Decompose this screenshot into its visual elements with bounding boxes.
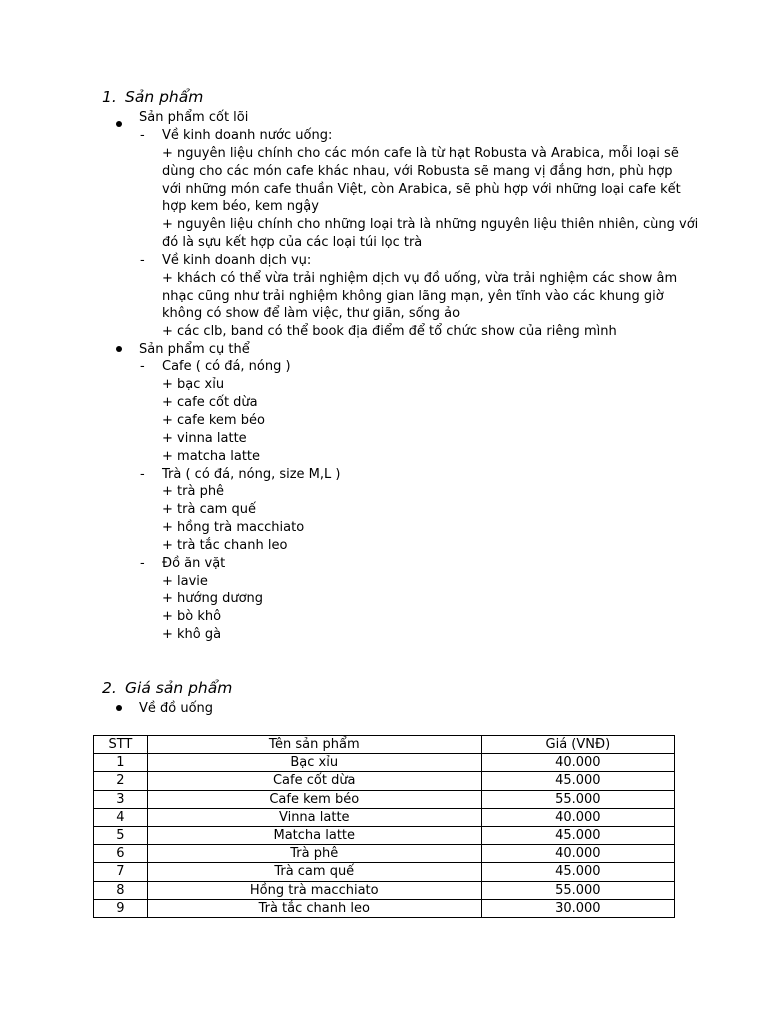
snacks-item: + bò khô [162, 609, 222, 624]
service-business-label: Về kinh doanh dịch vụ: [162, 253, 312, 268]
snacks-label: Đồ ăn vặt [162, 556, 226, 571]
cell-stt: 8 [94, 881, 148, 899]
cell-stt: 2 [94, 772, 148, 790]
table-row [94, 845, 675, 863]
cell-stt: 3 [94, 790, 148, 808]
cell-product-name: Bạc xỉu [147, 754, 481, 772]
core-products-label: Sản phẩm cốt lõi [139, 110, 249, 125]
cell-stt: 6 [94, 845, 148, 863]
coffee-item: + cafe cốt dừa [162, 395, 258, 410]
snacks-item: + lavie [162, 574, 208, 589]
price-table [93, 735, 675, 918]
drinks-business-line: đó là sựu kết hợp của các loại túi lọc trà [162, 235, 423, 250]
cell-product-name: Cafe kem béo [147, 790, 481, 808]
coffee-item: + bạc xỉu [162, 377, 225, 392]
cell-product-name: Vinna latte [147, 808, 481, 826]
section-2-heading [102, 679, 232, 697]
cell-product-name: Trà phê [147, 845, 481, 863]
drinks-business-line: + nguyên liệu chính cho những loại trà là những nguyên liệu thiên nhiên, cùng với [162, 217, 699, 232]
snacks-item: + hướng dương [162, 591, 264, 606]
header-product-name: Tên sản phẩm [147, 736, 481, 754]
table-header-row [94, 736, 675, 754]
section-2-title: Giá sản phẩm [125, 679, 233, 697]
table-row [94, 863, 675, 881]
coffee-item: + cafe kem béo [162, 413, 265, 428]
coffee-label: Cafe ( có đá, nóng ) [162, 359, 291, 374]
cell-product-name: Matcha latte [147, 826, 481, 844]
snacks-item: + khô gà [162, 627, 222, 642]
dash-icon: - [140, 128, 145, 143]
service-business-line: + các clb, band có thể book địa điểm để tổ chức show của riêng mình [162, 324, 617, 339]
specific-products-label: Sản phẩm cụ thể [139, 342, 250, 357]
service-business-line: + khách có thể vừa trải nghiệm dịch vụ đồ uống, vừa trải nghiệm các show âm [162, 271, 678, 286]
cell-price: 55.000 [481, 790, 674, 808]
dash-icon: - [140, 467, 145, 482]
cell-product-name: Trà tắc chanh leo [147, 899, 481, 917]
cell-price: 40.000 [481, 754, 674, 772]
cell-stt: 9 [94, 899, 148, 917]
header-stt: STT [94, 736, 148, 754]
drinks-business-label: Về kinh doanh nước uống: [162, 128, 333, 143]
cell-price: 40.000 [481, 808, 674, 826]
tea-item: + trà tắc chanh leo [162, 538, 288, 553]
dash-icon: - [140, 359, 145, 374]
table-row [94, 754, 675, 772]
drinks-business-line: hợp kem béo, kem ngậy [162, 199, 319, 214]
cell-price: 30.000 [481, 899, 674, 917]
drinks-business-line: với những món cafe thuần Việt, còn Arabica, sẽ phù hợp với những loại cafe kết [162, 182, 681, 197]
cell-product-name: Cafe cốt dừa [147, 772, 481, 790]
cell-product-name: Trà cam quế [147, 863, 481, 881]
table-row [94, 881, 675, 899]
cell-price: 45.000 [481, 826, 674, 844]
tea-label: Trà ( có đá, nóng, size M,L ) [162, 467, 341, 482]
bullet-icon [116, 346, 122, 352]
table-row [94, 826, 675, 844]
bullet-icon [116, 121, 122, 127]
tea-item: + hồng trà macchiato [162, 520, 305, 535]
section-1-heading [102, 88, 203, 106]
section-1-title: Sản phẩm [125, 88, 204, 106]
dash-icon: - [140, 556, 145, 571]
cell-stt: 4 [94, 808, 148, 826]
cell-stt: 5 [94, 826, 148, 844]
bullet-icon [116, 705, 122, 711]
dash-icon: - [140, 253, 145, 268]
coffee-item: + matcha latte [162, 449, 261, 464]
section-1-number: 1. [102, 88, 117, 106]
table-row [94, 790, 675, 808]
table-row [94, 808, 675, 826]
header-price: Giá (VNĐ) [481, 736, 674, 754]
cell-price: 55.000 [481, 881, 674, 899]
drinks-business-line: + nguyên liệu chính cho các món cafe là từ hạt Robusta và Arabica, mỗi loại sẽ [162, 146, 679, 161]
cell-product-name: Hồng trà macchiato [147, 881, 481, 899]
cell-price: 45.000 [481, 772, 674, 790]
cell-price: 45.000 [481, 863, 674, 881]
service-business-line: nhạc cũng như trải nghiệm không gian lãng mạn, yên tĩnh vào các khung giờ [162, 289, 664, 304]
table-row [94, 899, 675, 917]
cell-stt: 7 [94, 863, 148, 881]
drinks-subtitle: Về đồ uống [139, 701, 214, 716]
drinks-business-line: dùng cho các món cafe khác nhau, với Robusta sẽ mang vị đắng hơn, phù hợp [162, 164, 673, 179]
table-row [94, 772, 675, 790]
cell-stt: 1 [94, 754, 148, 772]
tea-item: + trà phê [162, 484, 225, 499]
cell-price: 40.000 [481, 845, 674, 863]
section-2-number: 2. [102, 679, 117, 697]
coffee-item: + vinna latte [162, 431, 247, 446]
tea-item: + trà cam quế [162, 502, 256, 517]
service-business-line: không có show để làm việc, thư giãn, sống ảo [162, 306, 461, 321]
